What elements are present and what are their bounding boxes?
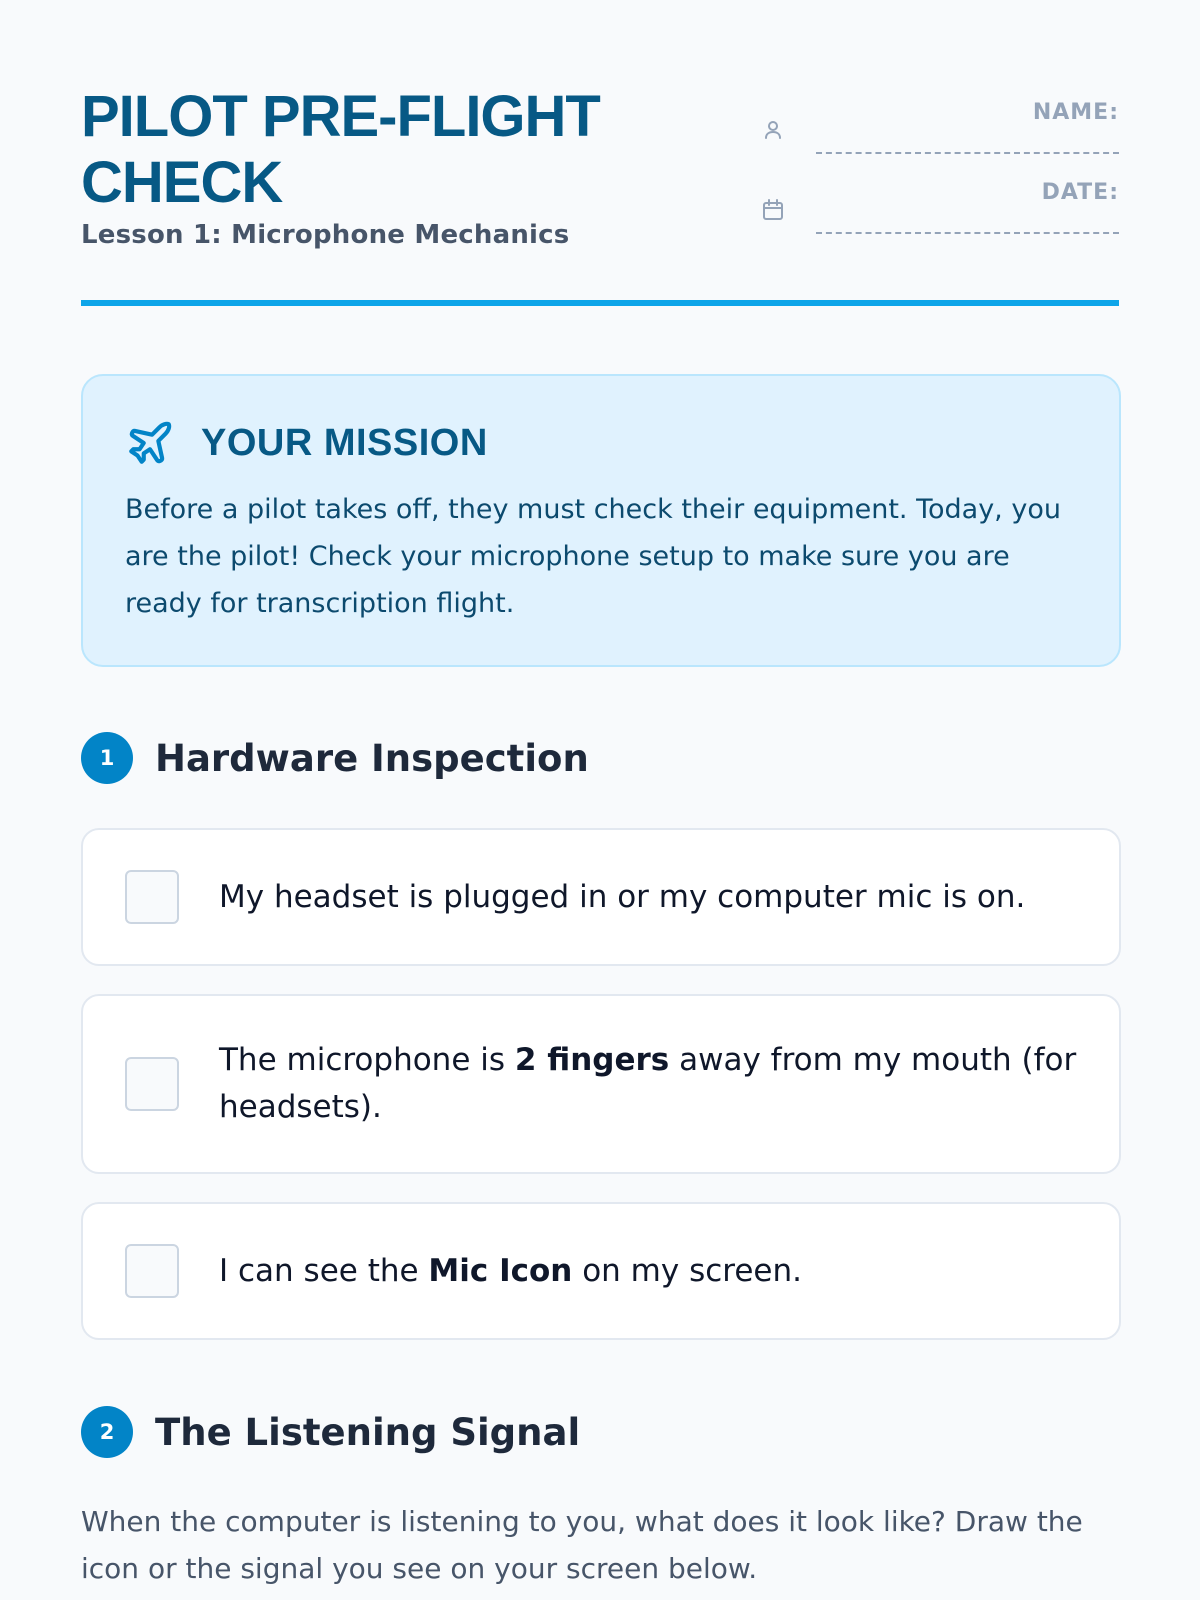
checklist-item[interactable] (81, 994, 1121, 1174)
section-title: The Listening Signal (155, 1410, 581, 1454)
mission-description: Before a pilot takes off, they must check their equipment. Today, you are the pilot! Check your microphone setup to make sure you are ready for transcription flight. (125, 494, 1061, 619)
step-number-badge: 2 (81, 1406, 133, 1458)
checklist-emphasis: Mic Icon (428, 1252, 573, 1289)
mission-title: YOUR MISSION (201, 421, 488, 464)
checklist-emphasis: 2 fingers (514, 1042, 670, 1078)
checkbox[interactable] (125, 870, 179, 924)
mission-box (81, 374, 1121, 667)
lesson-subtitle: Lesson 1: Microphone Mechanics (81, 220, 570, 250)
checkbox[interactable] (125, 1244, 179, 1298)
checklist-text: The microphone is (219, 1042, 515, 1078)
name-label: NAME: (1032, 100, 1119, 125)
checkbox[interactable] (125, 1057, 179, 1111)
checklist-text: I can see the (219, 1252, 429, 1289)
checklist-item-text (219, 874, 1025, 921)
worksheet-header (81, 0, 1119, 306)
date-label: DATE: (1041, 180, 1119, 205)
section-title: Hardware Inspection (155, 736, 589, 780)
checklist-item-text (219, 1037, 1079, 1131)
name-field[interactable] (816, 152, 1119, 154)
listening-signal-instructions: When the computer is listening to you, what does it look like? Draw the icon or the signal you see on your screen below. (81, 1505, 1083, 1585)
section-listening-signal (81, 1406, 580, 1458)
airplane-icon (125, 418, 175, 468)
checklist-item[interactable] (81, 1202, 1121, 1340)
mission-header (125, 420, 1077, 466)
checklist-text: away from my mouth (for headsets). (219, 1042, 1077, 1125)
page-title: PILOT PRE-FLIGHT CHECK (81, 84, 600, 215)
user-icon (759, 116, 787, 144)
calendar-icon (759, 196, 787, 224)
checklist-text: My headset is plugged in or my computer mic is on. (219, 878, 1026, 915)
date-field[interactable] (816, 232, 1119, 234)
checklist-item-text (219, 1248, 802, 1295)
checklist-text: on my screen. (572, 1252, 802, 1289)
step-number-badge: 1 (81, 732, 133, 784)
section-hardware-inspection (81, 732, 589, 784)
checklist-item[interactable] (81, 828, 1121, 966)
